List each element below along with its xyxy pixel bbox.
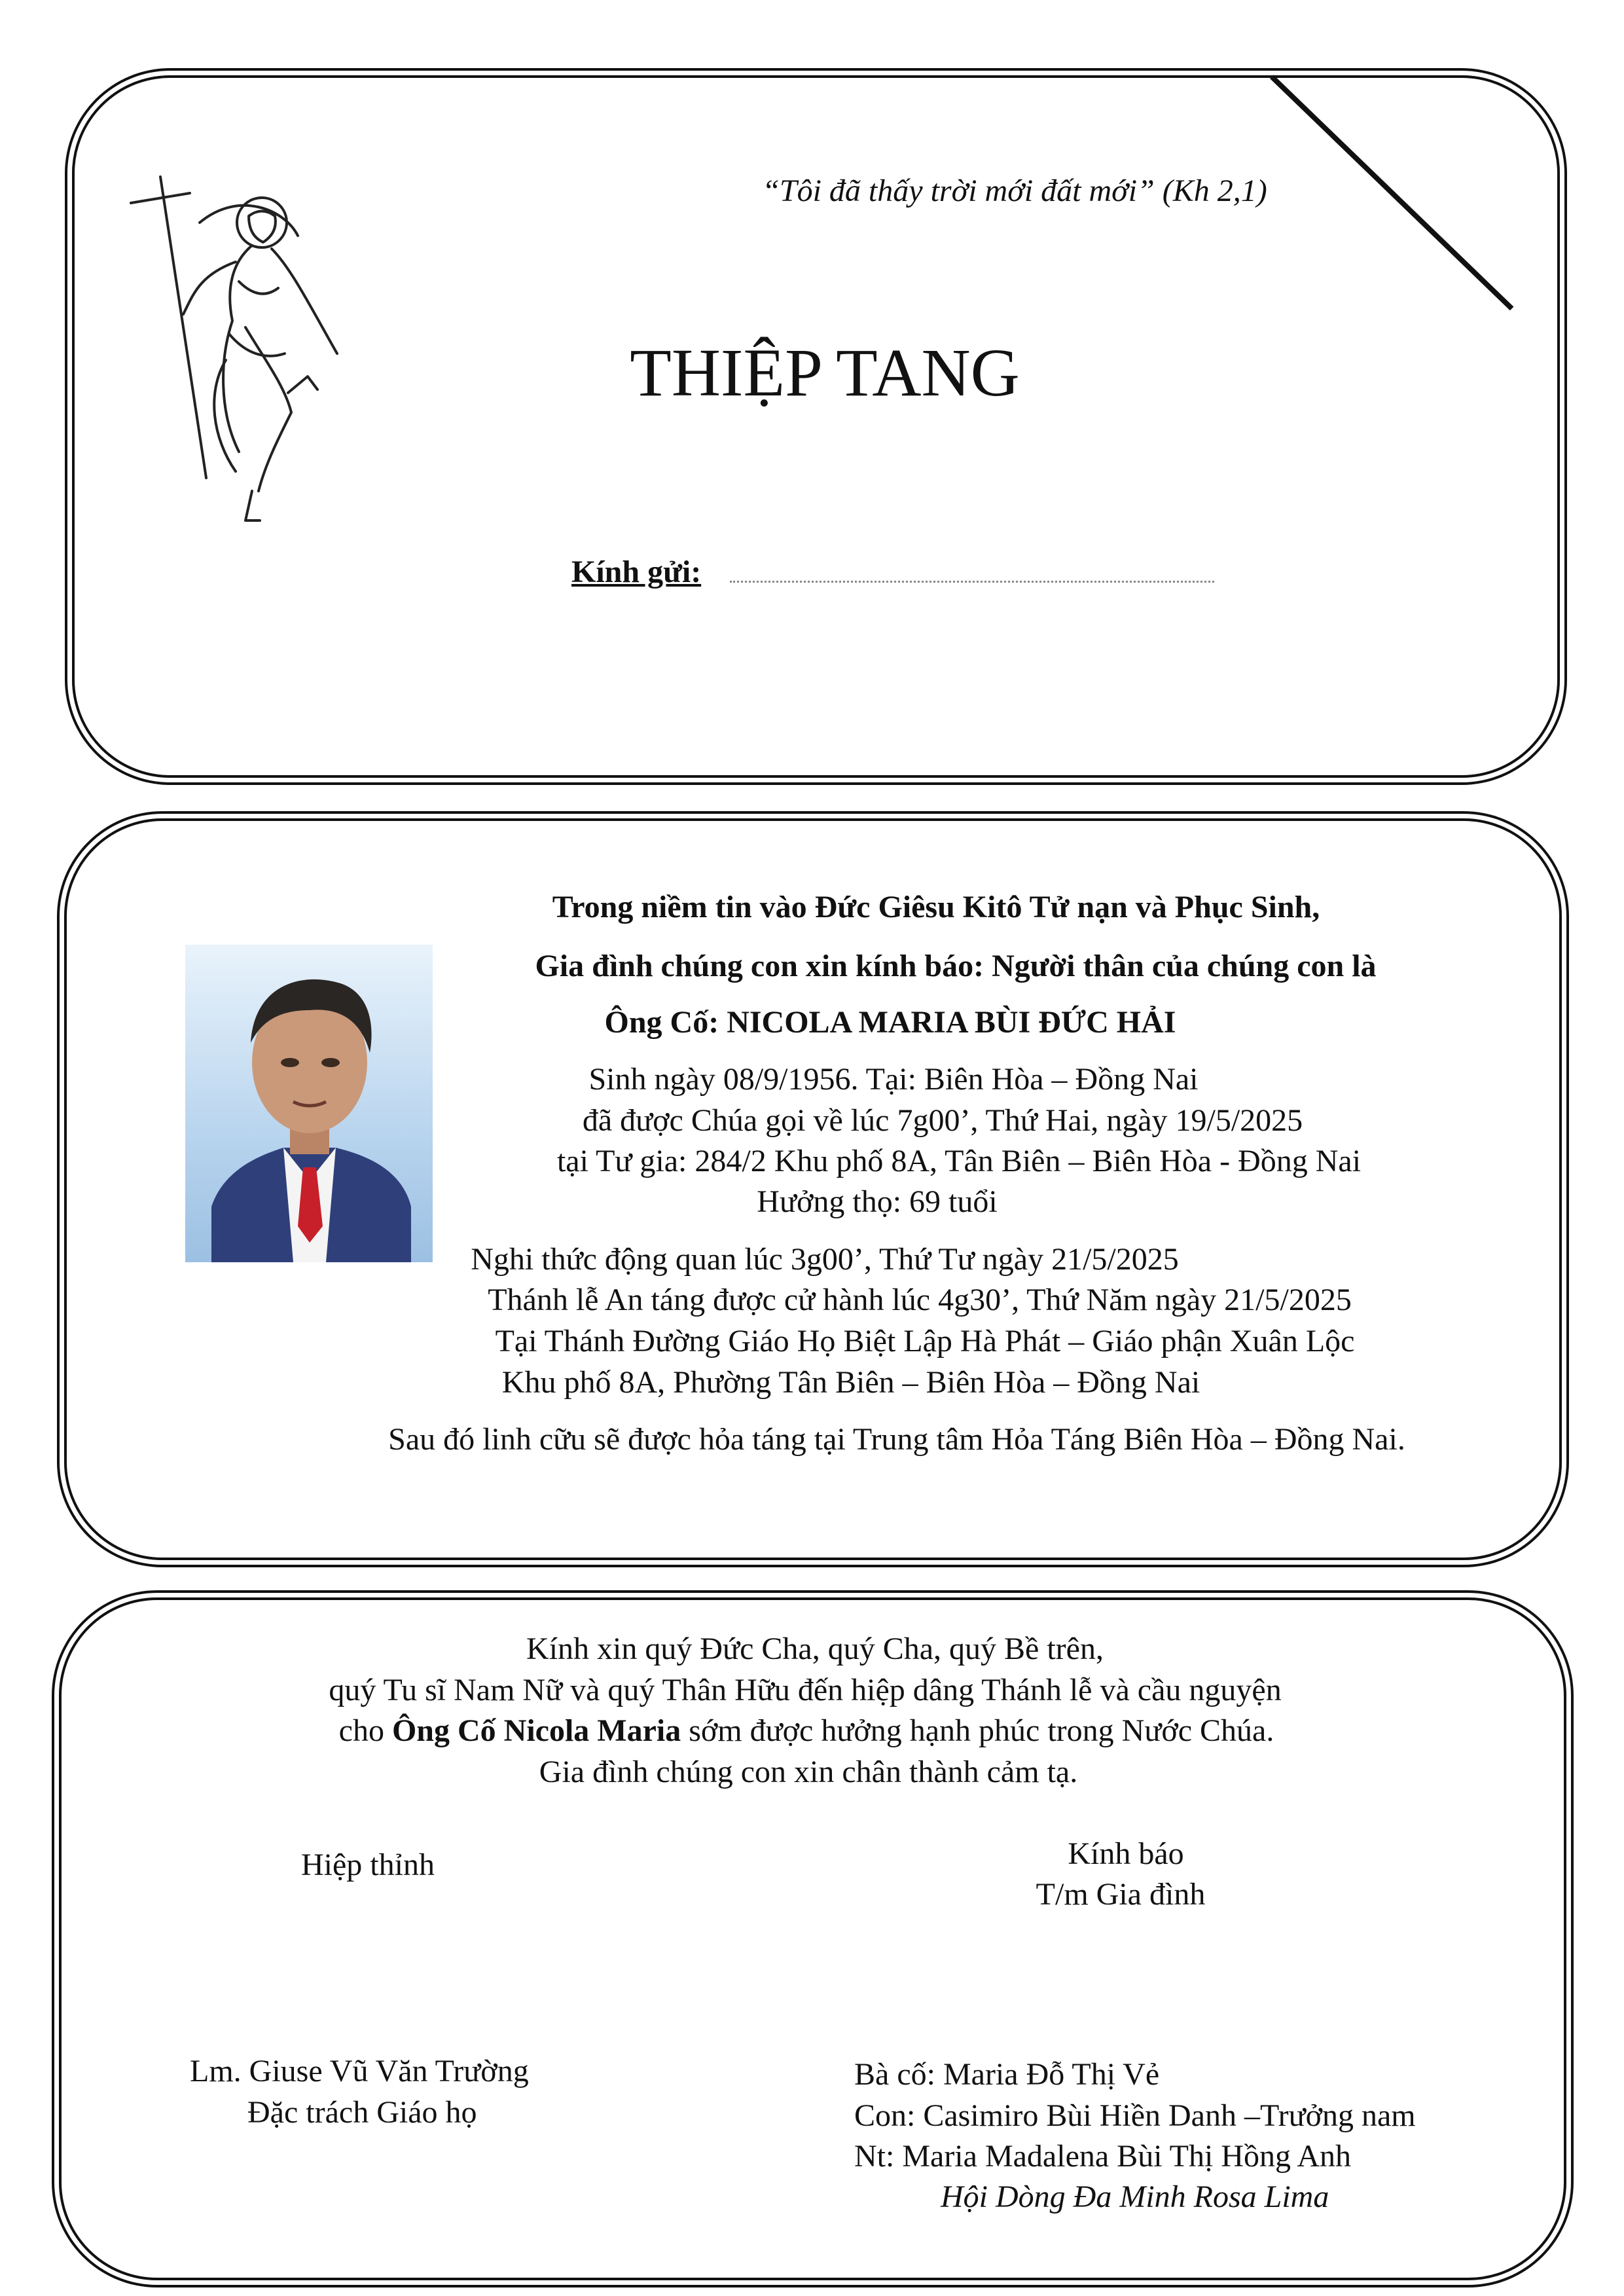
deceased-photo	[185, 945, 433, 1262]
age-info: Hưởng thọ: 69 tuổi	[757, 1184, 998, 1219]
religious-order: Hội Dòng Đa Minh Rosa Lima	[941, 2179, 1329, 2214]
residence-info: tại Tư gia: 284/2 Khu phố 8A, Tân Biên – Biên Hòa - Đồng Nai	[556, 1144, 1362, 1178]
deceased-name: Ông Cố: NICOLA MARIA BÙI ĐỨC HẢI	[604, 1005, 1176, 1040]
risen-christ-icon	[121, 164, 357, 530]
invitation-line-4: Gia đình chúng con xin chân thành cảm tạ.	[539, 1755, 1078, 1789]
family-announcement: Gia đình chúng con xin kính báo: Người thân của chúng con là	[535, 949, 1377, 983]
invitation-line-2: quý Tu sĩ Nam Nữ và quý Thân Hữu đến hiệp dâng Thánh lễ và cầu nguyện	[329, 1673, 1282, 1707]
rite-info: Nghi thức động quan lúc 3g00’, Thứ Tư ngày 21/5/2025	[471, 1242, 1179, 1277]
addressee-label: Kính gửi:	[571, 555, 702, 589]
death-info: đã được Chúa gọi về lúc 7g00’, Thứ Hai, ngày 19/5/2025	[582, 1103, 1303, 1138]
eldest-son-name: Con: Casimiro Bùi Hiền Danh –Trưởng nam	[854, 2098, 1416, 2133]
card-title: THIỆP TANG	[630, 335, 1020, 410]
family-representative: T/m Gia đình	[1036, 1877, 1206, 1912]
invitation-line-1: Kính xin quý Đức Cha, quý Cha, quý Bề trên,	[526, 1631, 1104, 1666]
addressee-field[interactable]	[730, 581, 1214, 583]
scripture-quote: “Tôi đã thấy trời mới đất mới” (Kh 2,1)	[762, 173, 1267, 208]
church-info: Tại Thánh Đường Giáo Họ Biệt Lập Hà Phát – Giáo phận Xuân Lộc	[495, 1324, 1355, 1358]
daughter-name: Nt: Maria Madalena Bùi Thị Hồng Anh	[854, 2139, 1351, 2174]
cremation-info: Sau đó linh cữu sẽ được hỏa táng tại Trung tâm Hỏa Táng Biên Hòa – Đồng Nai.	[388, 1422, 1405, 1457]
widow-name: Bà cố: Maria Đỗ Thị Vẻ	[854, 2057, 1160, 2092]
priest-name: Lm. Giuse Vũ Văn Trường	[190, 2054, 529, 2088]
invitation-line-3: cho Ông Cố Nicola Maria sớm được hưởng hạnh phúc trong Nước Chúa.	[338, 1713, 1274, 1748]
birth-info: Sinh ngày 08/9/1956. Tại: Biên Hòa – Đồng Nai	[588, 1062, 1199, 1097]
fellowship-heading: Hiệp thỉnh	[301, 1848, 435, 1882]
priest-role: Đặc trách Giáo họ	[247, 2095, 477, 2130]
faith-statement: Trong niềm tin vào Đức Giêsu Kitô Tử nạn và Phục Sinh,	[552, 890, 1320, 924]
mass-info: Thánh lễ An táng được cử hành lúc 4g30’, Thứ Năm ngày 21/5/2025	[488, 1283, 1352, 1317]
church-address: Khu phố 8A, Phường Tân Biên – Biên Hòa – Đồng Nai	[501, 1365, 1200, 1400]
announcer-heading: Kính báo	[1068, 1836, 1184, 1871]
